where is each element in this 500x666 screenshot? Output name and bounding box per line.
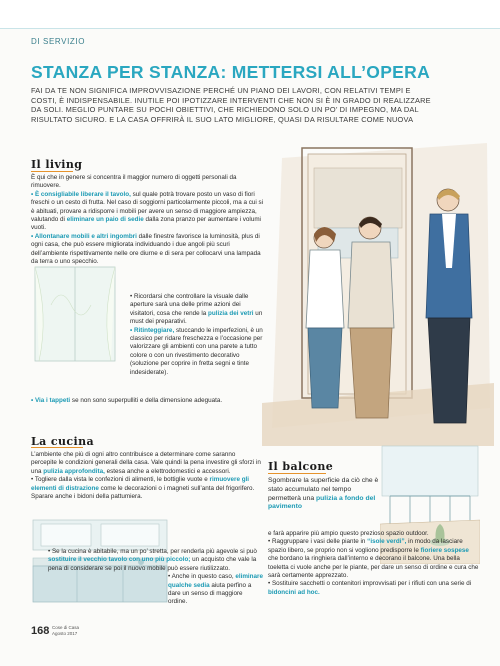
cucina-b1: • Togliere dalla vista le confezioni di alimenti, le bottiglie vuote e xyxy=(31,476,208,484)
cucina-p1-end: estesa anche a elettrodomestici e accessori. xyxy=(104,467,231,475)
cucina-p1-hl: pulizia approfondita, xyxy=(41,467,105,475)
living-bullet-1 xyxy=(31,191,265,233)
balcone-p1 xyxy=(268,477,380,512)
living-text-top xyxy=(31,174,265,266)
section-label: DI SERVIZIO xyxy=(31,37,86,46)
balcone-b1-hl: “isole verdi”, xyxy=(365,538,407,546)
living-b1-end: dalla zona pranzo per aumentare i volumi vuoti. xyxy=(31,216,261,232)
cucina-b1-hl: rimuovere gli elementi di distrazione xyxy=(31,476,250,492)
cucina-b3-hl: eliminare qualche sedia xyxy=(168,573,263,589)
living-b1-hl: • È consigliabile liberare il tavolo, xyxy=(31,190,131,198)
balcone-b1-end: in modo da lasciare spazio libero, se proprio non si vogliono predisporre le xyxy=(268,538,463,554)
balcone-heading-underline xyxy=(268,473,326,474)
living-p1: È qui che in genere si concentra il maggior numero di oggetti personali da rimuovere. xyxy=(31,174,237,190)
cucina-text-right xyxy=(48,548,263,607)
cucina-b3: • Anche in questo caso, xyxy=(168,573,234,581)
window-illustration xyxy=(31,265,127,365)
balcone-text xyxy=(268,477,380,512)
magazine-info xyxy=(52,625,79,636)
doorway-illustration xyxy=(262,128,494,446)
living-heading: Il living xyxy=(31,158,83,171)
balcone-b2-hl: bidoncini ad hoc. xyxy=(268,588,320,596)
cucina-heading: La cucina xyxy=(31,435,94,448)
balcone-b1-hl2: fioriere sospese xyxy=(418,546,469,554)
living-b4-hl: • Ritinteggiare, xyxy=(130,326,175,334)
balcone-heading: Il balcone xyxy=(268,460,334,473)
cucina-b1-end: come le decorazioni o i magneti sull’anta del frigorifero. Sparare anche i bidoni della pattumiera. xyxy=(31,484,255,501)
living-b5-rest: se non sono superpulliti e della dimensione adeguata. xyxy=(70,397,223,404)
balcone-bullet-2 xyxy=(268,580,480,597)
balcone-text-wide xyxy=(268,530,480,597)
cucina-text-top xyxy=(31,451,263,501)
cucina-bullet-1 xyxy=(31,476,263,501)
magazine-issue: Agosto 2017 xyxy=(52,630,78,636)
living-bullet-2 xyxy=(31,233,265,267)
living-b1-hl2: eliminare un paio di sedie xyxy=(64,216,144,224)
balcone-bullet-1 xyxy=(268,538,480,580)
balcone-p1-end-wrap xyxy=(268,530,480,538)
cucina-p1 xyxy=(31,451,263,476)
cucina-b2-end: un acquisto che vale la pena di considerare se poi il nuovo mobile può essere riutilizzato. xyxy=(48,556,257,572)
balcone-b1: • Raggruppare i vasi delle piante in xyxy=(268,538,366,546)
living-b4-rest: stuccando le imperfezioni, è un classico per ridare freschezza e l’occasione per valorizzare gli ambienti con una parete a tutto colore o con un rivestimento decorativo (soluzione per coprire in fretta segni e tinte indesiderate). xyxy=(130,326,263,376)
living-text-right xyxy=(130,293,263,377)
cucina-p1-text: L’ambiente che più di ogni altro contribuisce a determinare come saranno percepite le condizioni generali della casa. Vale quindi la pena investire gli sforzi in una xyxy=(31,451,261,475)
cucina-bullet-2 xyxy=(48,548,263,573)
magazine-name: Cose di Casa xyxy=(52,625,80,630)
balcone-p1-hl: pulizia a fondo del pavimento xyxy=(268,494,376,511)
page-number: 168 xyxy=(31,625,50,637)
living-b2-rest: dalle finestre favorisce la luminosità, plus di ogni casa, che può essere migliorata individuando i due angoli più scuri dell’ambiente rispettivamente nelle ore diurne e di sera per collocarvi una lampada da terra o uno specchio. xyxy=(31,232,261,266)
balcone-p1-end: e farà apparire più ampio questo prezioso spazio outdoor. xyxy=(268,530,429,537)
balcone-b2: • Sostituire sacchetti o contenitori improvvisati per i rifiuti con una serie di xyxy=(268,580,472,588)
living-text-bottom xyxy=(31,397,263,405)
living-bullet-3 xyxy=(130,293,263,327)
living-b2-hl: • Allontanare mobili e altri ingombri xyxy=(31,232,137,240)
living-b3-hl: pulizia dei vetri xyxy=(206,309,254,317)
balcone-b1-end2: che bordano la ringhiera dall’interno e decorano il balcone. Una bella toeletta ci vuole anche per le piante, per dare un senso di ordine e cura che sarà certamente apprezzato. xyxy=(268,555,479,580)
living-b3-end: un must dei preparativi. xyxy=(130,309,263,326)
top-bar xyxy=(0,0,500,29)
living-b1-rest: sul quale potrà trovare posto un vaso di fiori freschi o un cesto di frutta. Nel caso di soggiorni particolarmente piccoli, ma a cui si è abituati, provare a ridisporre i mobili per avere un senso di maggiore ampiezza, valutando di xyxy=(31,190,264,224)
living-b5-hl: • Via i tappeti xyxy=(31,397,71,404)
cucina-heading-underline xyxy=(31,447,83,448)
living-bullet-5 xyxy=(31,397,263,405)
living-heading-underline xyxy=(31,171,73,172)
balcone-p1-text: Sgombrare la superficie da ciò che è stato accumulato nel tempo permetterà una xyxy=(268,477,379,502)
page-title: STANZA PER STANZA: METTERSI ALL’OPERA xyxy=(31,62,431,82)
living-bullet-4 xyxy=(130,327,263,377)
cucina-b2-hl: sostituire il vecchio tavolo con uno più piccolo; xyxy=(48,556,191,564)
living-b3: • Ricordarsi che controllare la visuale dalle aperture sarà una delle prime azioni dei visitatori, cosa che rende la xyxy=(130,293,249,317)
cucina-bullet-3 xyxy=(48,573,263,607)
cucina-b3-end: aiuta perfino a dare un senso di maggiore ordine. xyxy=(168,581,252,606)
intro-text: FAI DA TE NON SIGNIFICA IMPROVVISAZIONE PERCHÉ UN PIANO DEI LAVORI, CON RELATIVI TEMPI E COSTI, È INDISPENSABILE. INUTILE POI IPOTIZZARE INTERVENTI CHE NON SI È IN GRADO DI REALIZZARE DA SOLI. MEGLIO PUNTARE SU POCHI OBIETTIVI, CHE RICHIEDONO SOLO UN PO’ DI IMPEGNO, MA DAL RISULTATO SICURO. E LA CASA OFFRIRÀ IL SUO LATO MIGLIORE, QUASI DA RISULTARE COME NUOVA xyxy=(31,86,431,124)
cucina-b2: • Se la cucina è abitabile, ma un po’ stretta, per renderla più agevole si può xyxy=(48,548,257,555)
